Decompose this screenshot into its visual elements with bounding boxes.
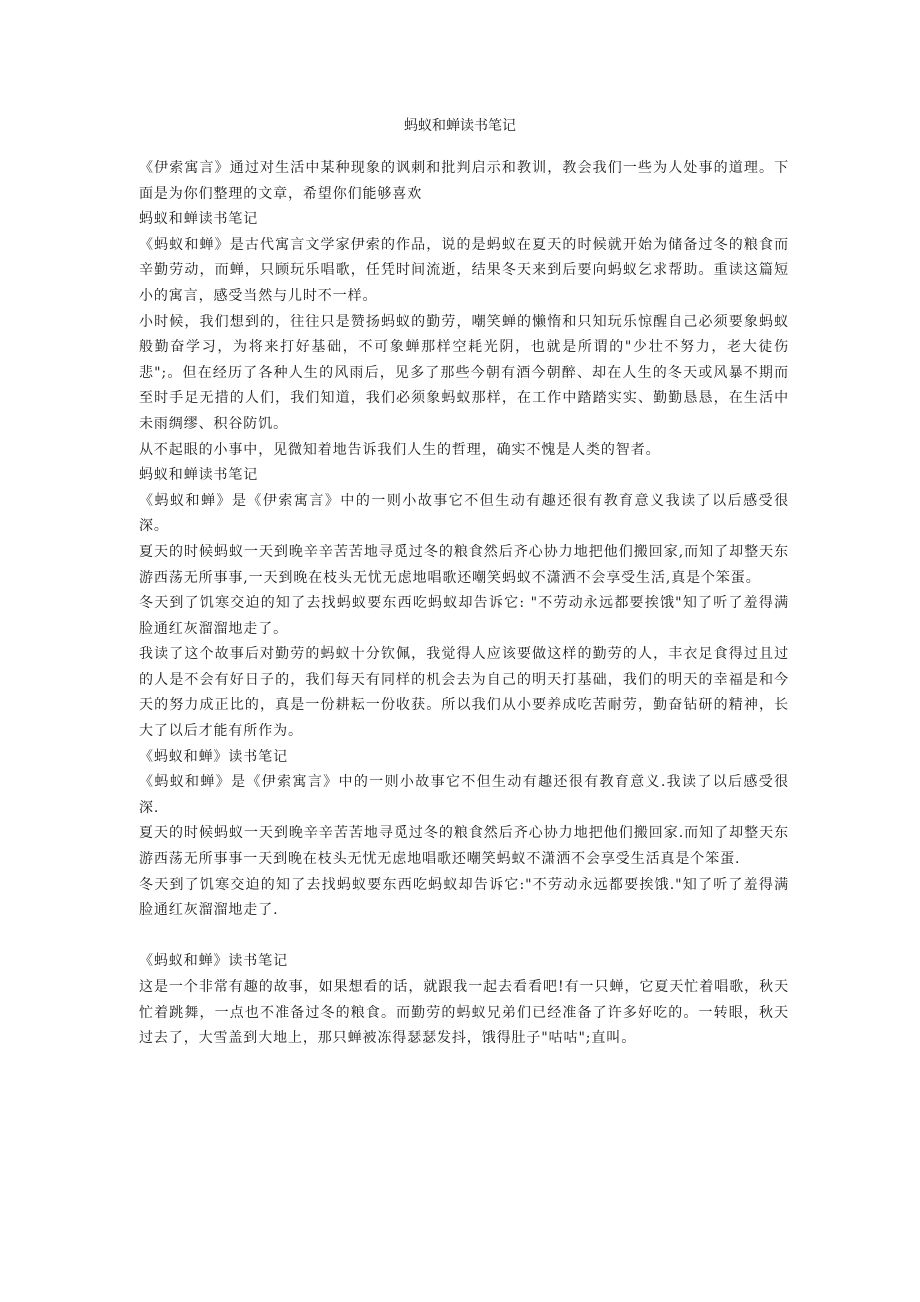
paragraph: 小时候，我们想到的，往往只是赞扬蚂蚁的勤劳，嘲笑蝉的懒惰和只知玩乐惊醒自己必须要象蚂蚁般勤奋学习，为将来打好基础，不可象蝉那样空耗光阴，也就是所谓的"少壮不努力，老大徒伤悲";。但在经历了各种人生的风雨后，见多了那些今朝有酒今朝醉、却在人生的冬天或风暴不期而至时手足无措的人们，我们知道，我们必须象蚂蚁那样，在工作中踏踏实实、勤勤恳恳，在生活中未雨绸缪、积谷防饥。 bbox=[139, 313, 789, 432]
document-body bbox=[139, 156, 789, 1052]
paragraph: 我读了这个故事后对勤劳的蚂蚁十分钦佩，我觉得人应该要做这样的勤劳的人，丰衣足食得过且过的人是不会有好日子的，我们每天有同样的机会去为自己的明天打基础，我们的明天的幸福是和今天的努力成正比的，真是一份耕耘一份收获。所以我们从小要养成吃苦耐劳，勤奋钻研的精神，长大了以后才能有所作为。 bbox=[139, 646, 789, 740]
blank-line bbox=[139, 924, 789, 950]
paragraph: 《蚂蚁和蝉》是《伊索寓言》中的一则小故事它不但生动有趣还很有教育意义我读了以后感受很深。 bbox=[139, 492, 789, 535]
section-heading: 《蚂蚁和蝉》读书笔记 bbox=[139, 953, 288, 970]
document-title: 蚂蚁和蝉读书笔记 bbox=[404, 118, 516, 134]
paragraph: 《伊索寓言》通过对生活中某种现象的讽刺和批判启示和教训，教会我们一些为人处事的道理。下面是为你们整理的文章，希望你们能够喜欢 bbox=[139, 160, 789, 202]
section-heading: 《蚂蚁和蝉》读书笔记 bbox=[139, 748, 288, 765]
paragraph: 冬天到了饥寒交迫的知了去找蚂蚁要东西吃蚂蚁却告诉它:"不劳动永远都要挨饿."知了听了羞得满脸通红灰溜溜地走了. bbox=[139, 876, 789, 919]
paragraph: 夏天的时候蚂蚁一天到晚辛辛苦苦地寻觅过冬的粮食然后齐心协力地把他们搬回家.而知了却整天东游西荡无所事事一天到晚在枝头无忧无虑地唱歌还嘲笑蚂蚁不潇洒不会享受生活真是个笨蛋. bbox=[139, 825, 789, 868]
paragraph: 夏天的时候蚂蚁一天到晚辛辛苦苦地寻觅过冬的粮食然后齐心协力地把他们搬回家,而知了却整天东游西荡无所事事,一天到晚在枝头无忧无虑地唱歌还嘲笑蚂蚁不潇洒不会享受生活,真是个笨蛋。 bbox=[139, 543, 789, 586]
paragraph: 这是一个非常有趣的故事，如果想看的话，就跟我一起去看看吧!有一只蝉，它夏天忙着唱歌，秋天忙着跳舞，一点也不准备过冬的粮食。而勤劳的蚂蚁兄弟们已经准备了许多好吃的。一转眼，秋天过去了，大雪盖到大地上，那只蝉被冻得瑟瑟发抖，饿得肚子"咕咕";直叫。 bbox=[139, 979, 789, 1047]
paragraph: 从不起眼的小事中，见微知着地告诉我们人生的哲理，确实不愧是人类的智者。 bbox=[139, 441, 661, 458]
paragraph: 冬天到了饥寒交迫的知了去找蚂蚁要东西吃蚂蚁却告诉它: "不劳动永远都要挨饿"知了听了羞得满脸通红灰溜溜地走了。 bbox=[139, 595, 789, 637]
paragraph: 《蚂蚁和蝉》是《伊索寓言》中的一则小故事它不但生动有趣还很有教育意义.我读了以后感受很深. bbox=[139, 774, 789, 816]
section-heading: 蚂蚁和蝉读书笔记 bbox=[139, 467, 259, 484]
section-heading: 蚂蚁和蝉读书笔记 bbox=[139, 211, 259, 228]
paragraph: 《蚂蚁和蝉》是古代寓言文学家伊索的作品，说的是蚂蚁在夏天的时候就开始为储备过冬的粮食而辛勤劳动，而蝉，只顾玩乐唱歌，任凭时间流逝，结果冬天来到后要向蚂蚁乞求帮助。重读这篇短小的寓言，感受当然与儿时不一样。 bbox=[139, 236, 789, 304]
